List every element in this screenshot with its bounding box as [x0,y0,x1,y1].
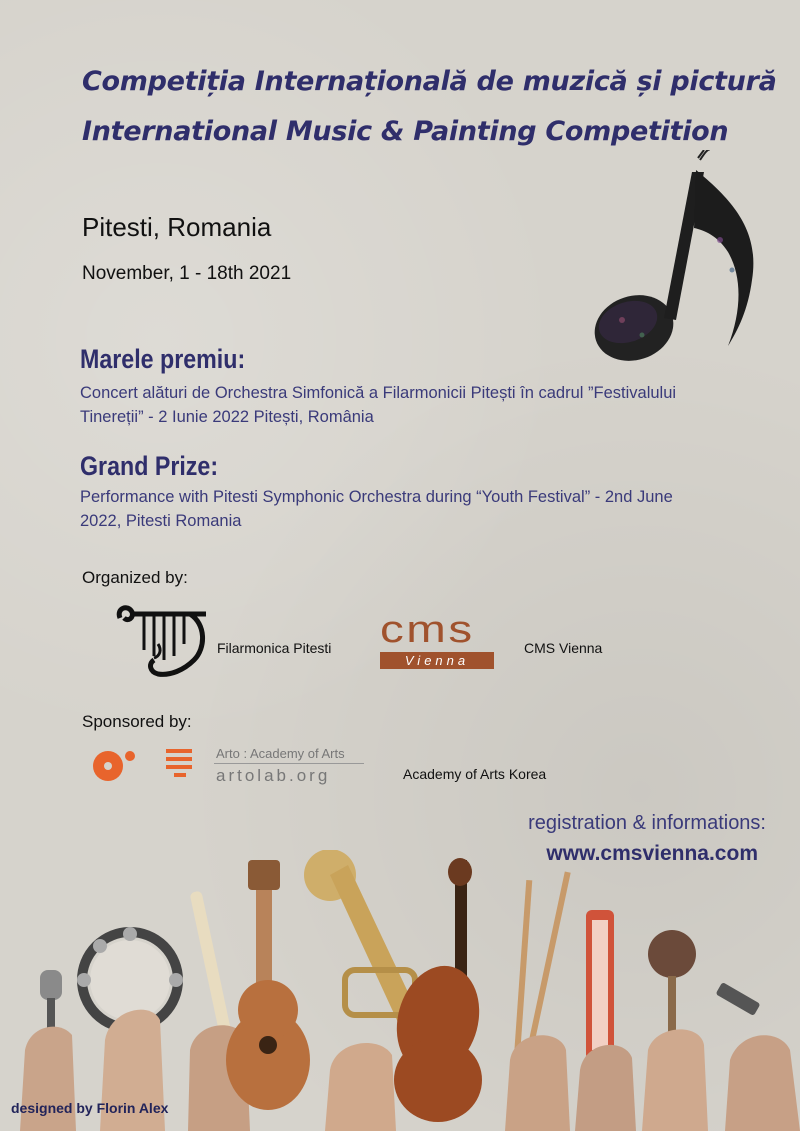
grand-prize-ro-colon: : [237,344,246,374]
location: Pitesti, Romania [82,212,272,242]
organizer-filarmonica: Filarmonica Pitesti [217,640,332,656]
grand-prize-ro-line1: Concert alături de Orchestra Simfonică a Filarmonicii Pitești în cadrul ”Festivalului [80,384,677,402]
grand-prize-ro-heading-text: Marele premiu [80,344,238,374]
sponsor-academy-korea: Academy of Arts Korea [403,766,547,782]
arto-tagline: Arto : Academy of Arts [216,746,345,761]
grand-prize-ro-description [80,381,770,429]
cms-logo-bottom: Vienna [380,652,494,669]
grand-prize-en-heading-text: Grand Prize [80,451,211,481]
arto-circle-logo [92,749,136,783]
organized-by-label: Organized by: [82,568,188,587]
grand-prize-ro-heading [80,344,245,375]
organizer-cms-vienna: CMS Vienna [524,640,603,656]
grand-prize-en-line2: 2022, Pitesti Romania [80,512,242,530]
filarmonica-logo [114,604,210,680]
title-english: International Music & Painting Competition [82,116,729,147]
event-dates: November, 1 - 18th 2021 [82,263,292,284]
designer-credit: designed by Florin Alex [11,1100,169,1116]
grand-prize-en-colon: : [210,451,219,481]
instruments-hands-illustration [0,850,800,1131]
music-note-icon [592,150,762,370]
arto-url: artolab.org [216,766,331,785]
arto-divider [214,763,364,764]
title-romanian: Competiția Internațională de muzică și pictură [82,66,777,97]
grand-prize-en-heading [80,451,218,482]
cms-vienna-logo [380,609,494,668]
cms-logo-top: cms [380,609,475,651]
registration-label: registration & informations: [528,812,766,834]
grand-prize-en-line1: Performance with Pitesti Symphonic Orchestra during “Youth Festival” - 2nd June [80,488,673,506]
website-link[interactable]: www.cmsvienna.com [546,842,758,865]
grand-prize-en-description [80,485,780,533]
arto-lines-logo [166,749,196,781]
sponsored-by-label: Sponsored by: [82,712,192,731]
grand-prize-ro-line2: Tinereții” - 2 Iunie 2022 Pitești, România [80,408,374,426]
